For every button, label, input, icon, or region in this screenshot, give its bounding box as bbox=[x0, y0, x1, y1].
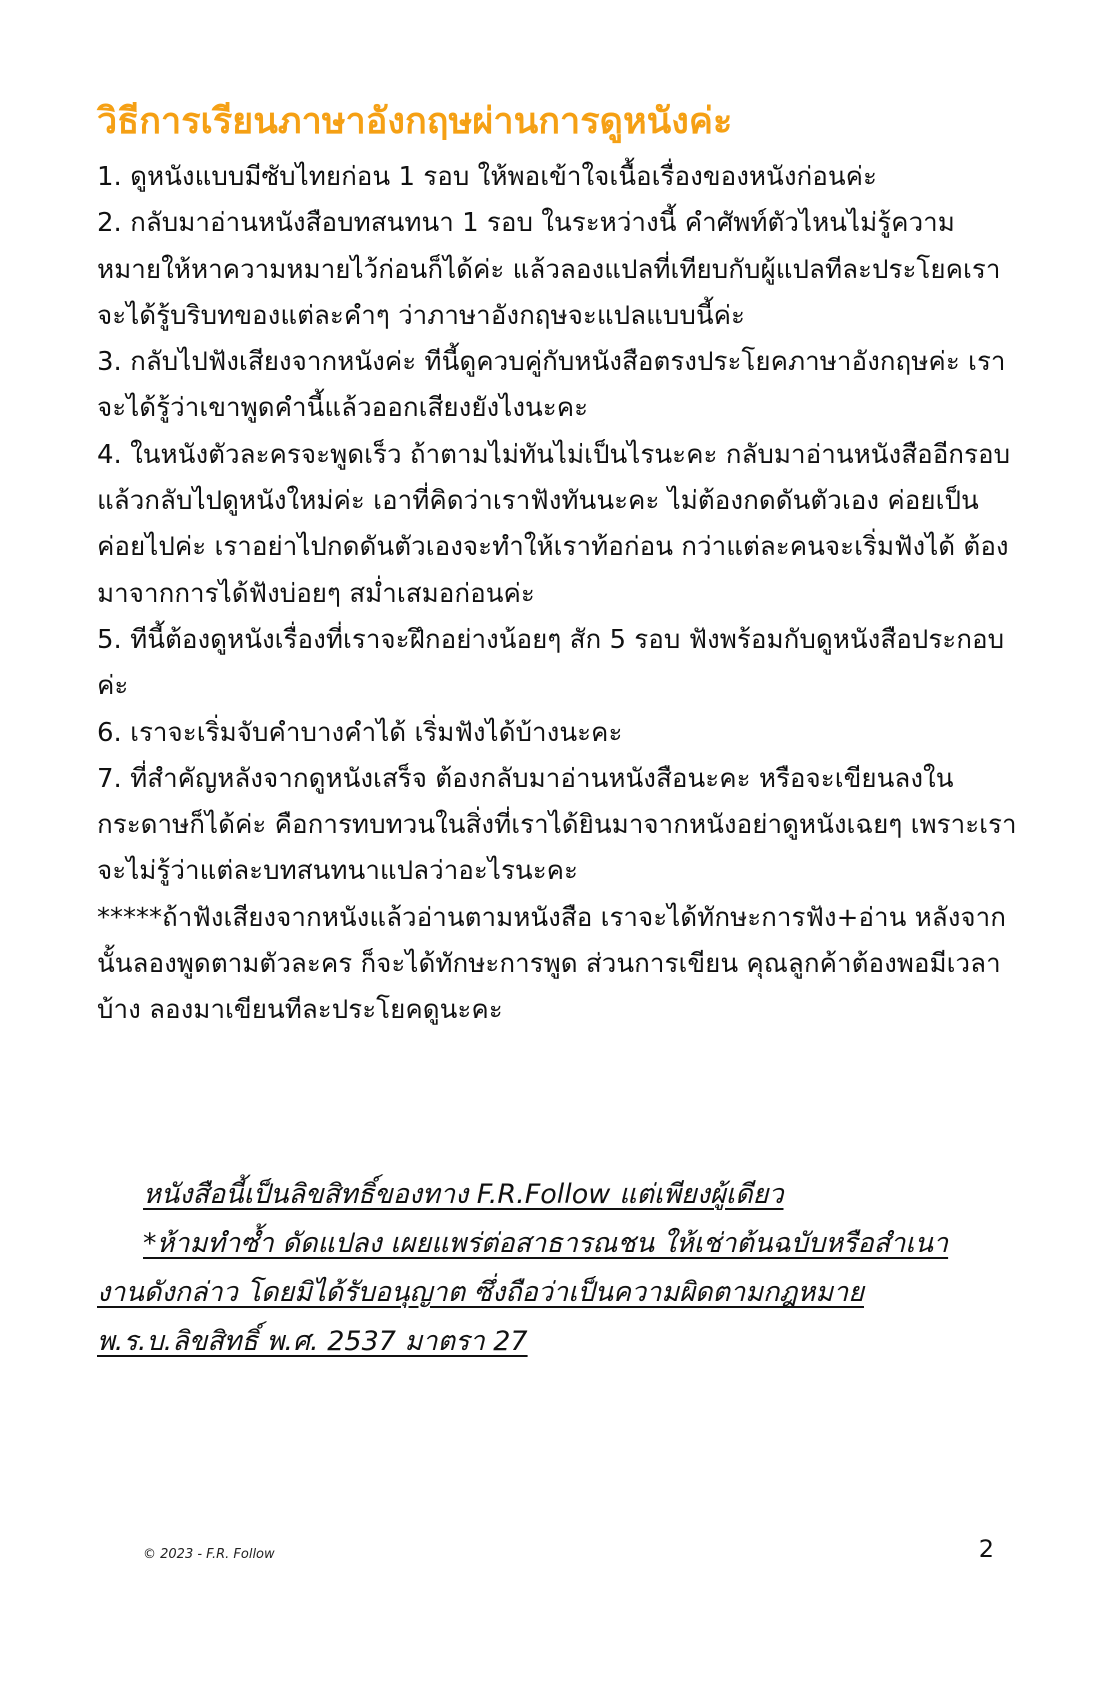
copyright-notice-owner: หนังสือนี้เป็นลิขสิทธิ์ของทาง F.R.Follow แต่เพียงผู้เดียว bbox=[143, 1179, 784, 1210]
instruction-step-6: 6. เราจะเริ่มจับคำบางคำได้ เริ่มฟังได้บ้างนะคะ bbox=[97, 717, 623, 748]
instruction-step-5: 5. ทีนี้ต้องดูหนังเรื่องที่เราจะฝึกอย่างน้อยๆ สัก 5 รอบ ฟังพร้อมกับดูหนังสือประกอบค่ะ bbox=[97, 624, 1005, 702]
instruction-step-3: 3. กลับไปฟังเสียงจากหนังค่ะ ทีนี้ดูควบคู่กับหนังสือตรงประโยคภาษาอังกฤษค่ะ เราจะได้รู้ว่าเขาพูดคำนี้แล้วออกเสียงยังไงนะคะ bbox=[97, 347, 1006, 424]
instructions-body bbox=[97, 154, 1017, 1034]
instruction-step-1: 1. ดูหนังแบบมีซับไทยก่อน 1 รอบ ให้พอเข้าใจเนื้อเรื่องของหนังก่อนค่ะ bbox=[97, 162, 878, 192]
instruction-step-4: 4. ในหนังตัวละครจะพูดเร็ว ถ้าตามไม่ทันไม่เป็นไรนะคะ กลับมาอ่านหนังสืออีกรอบ แล้วกลับไปดูหนังใหม่ค่ะ เอาที่คิดว่าเราฟังทันนะคะ ไม่ต้องกดดันตัวเอง ค่อยเป็นค่อยไปค่ะ เราอย่าไปกดดันตัวเองจะทำให้เราท้อก่อน กว่าแต่ละคนจะเริ่มฟังได้ ต้องมาจากการได้ฟังบ่อยๆ สม่ำเสมอก่อนค่ะ bbox=[97, 439, 1011, 609]
skills-note: *****ถ้าฟังเสียงจากหนังแล้วอ่านตามหนังสือ เราจะได้ทักษะการฟัง+อ่าน หลังจากนั้นลองพูดตามตัวละคร ก็จะได้ทักษะการพูด ส่วนการเขียน คุณลูกค้าต้องพอมีเวลาบ้าง ลองมาเขียนทีละประโยคดูนะคะ bbox=[97, 902, 1006, 1026]
instruction-step-2: 2. กลับมาอ่านหนังสือบทสนทนา 1 รอบ ในระหว่างนี้ คำศัพท์ตัวไหนไม่รู้ความหมายให้หาความหมายไว้ก่อนก็ได้ค่ะ แล้วลองแปลที่เทียบกับผู้แปลทีละประโยคเราจะได้รู้บริบทของแต่ละคำๆ ว่าภาษาอังกฤษจะแปลแบบนี้ค่ะ bbox=[97, 208, 1001, 331]
copyright-notice-prohibition: *ห้ามทำซ้ำ ดัดแปลง เผยแพร่ต่อสาธารณชน ให้เช่าต้นฉบับหรือสำเนางานดังกล่าว โดยมิได้รับอนุญาต ซึ่งถือว่าเป็นความผิดตามกฎหมายพ.ร.บ.ลิขสิทธิ์ พ.ศ. 2537 มาตรา 27 bbox=[97, 1228, 949, 1357]
page-number: 2 bbox=[978, 1535, 994, 1563]
instruction-step-7: 7. ที่สำคัญหลังจากดูหนังเสร็จ ต้องกลับมาอ่านหนังสือนะคะ หรือจะเขียนลงในกระดาษก็ได้ค่ะ คือการทบทวนในสิ่งที่เราได้ยินมาจากหนังอย่าดูหนังเฉยๆ เพราะเราจะไม่รู้ว่าแต่ละบทสนทนาแปลว่าอะไรนะคะ bbox=[97, 763, 1017, 887]
footer-copyright: © 2023 - F.R. Follow bbox=[143, 1547, 275, 1562]
copyright-notice bbox=[97, 1170, 977, 1366]
page-heading: วิธีการเรียนภาษาอังกฤษผ่านการดูหนังค่ะ bbox=[97, 101, 733, 142]
